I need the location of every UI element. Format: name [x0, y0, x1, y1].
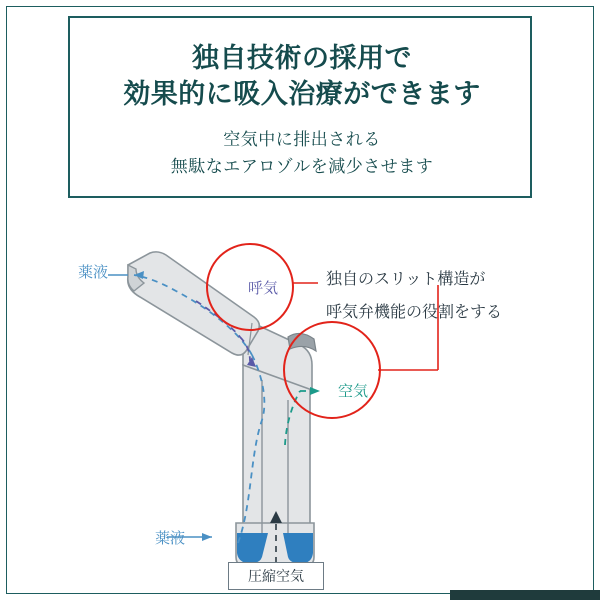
- subheadline-line-2: 無駄なエアロゾルを減少させます: [170, 157, 434, 176]
- headline-line-1: 独自技術の採用で: [192, 43, 412, 73]
- label-compressed-air: 圧縮空気: [228, 562, 324, 590]
- device-body: [128, 252, 316, 567]
- subheadline: [70, 126, 534, 180]
- callout-line-2: 呼気弁機能の役割をする: [326, 304, 503, 321]
- headline-inner: [70, 18, 534, 180]
- nebulizer-diagram: [0, 205, 600, 585]
- headline-box: [68, 16, 532, 198]
- subheadline-line-1: 空気中に排出される: [223, 130, 381, 149]
- callout-line-1: 独自のスリット構造が: [326, 271, 486, 288]
- label-air: 空気: [338, 383, 369, 400]
- flow-air-arrowheads: [310, 387, 320, 395]
- label-drug-bottom: 薬液: [155, 530, 186, 547]
- label-exhale: 呼気: [248, 280, 279, 297]
- label-drug-top: 薬液: [78, 264, 109, 281]
- headline-line-2: 効果的に吸入治療ができます: [123, 79, 481, 109]
- corner-accent-band: [450, 590, 600, 600]
- callout-connectors: [293, 283, 438, 370]
